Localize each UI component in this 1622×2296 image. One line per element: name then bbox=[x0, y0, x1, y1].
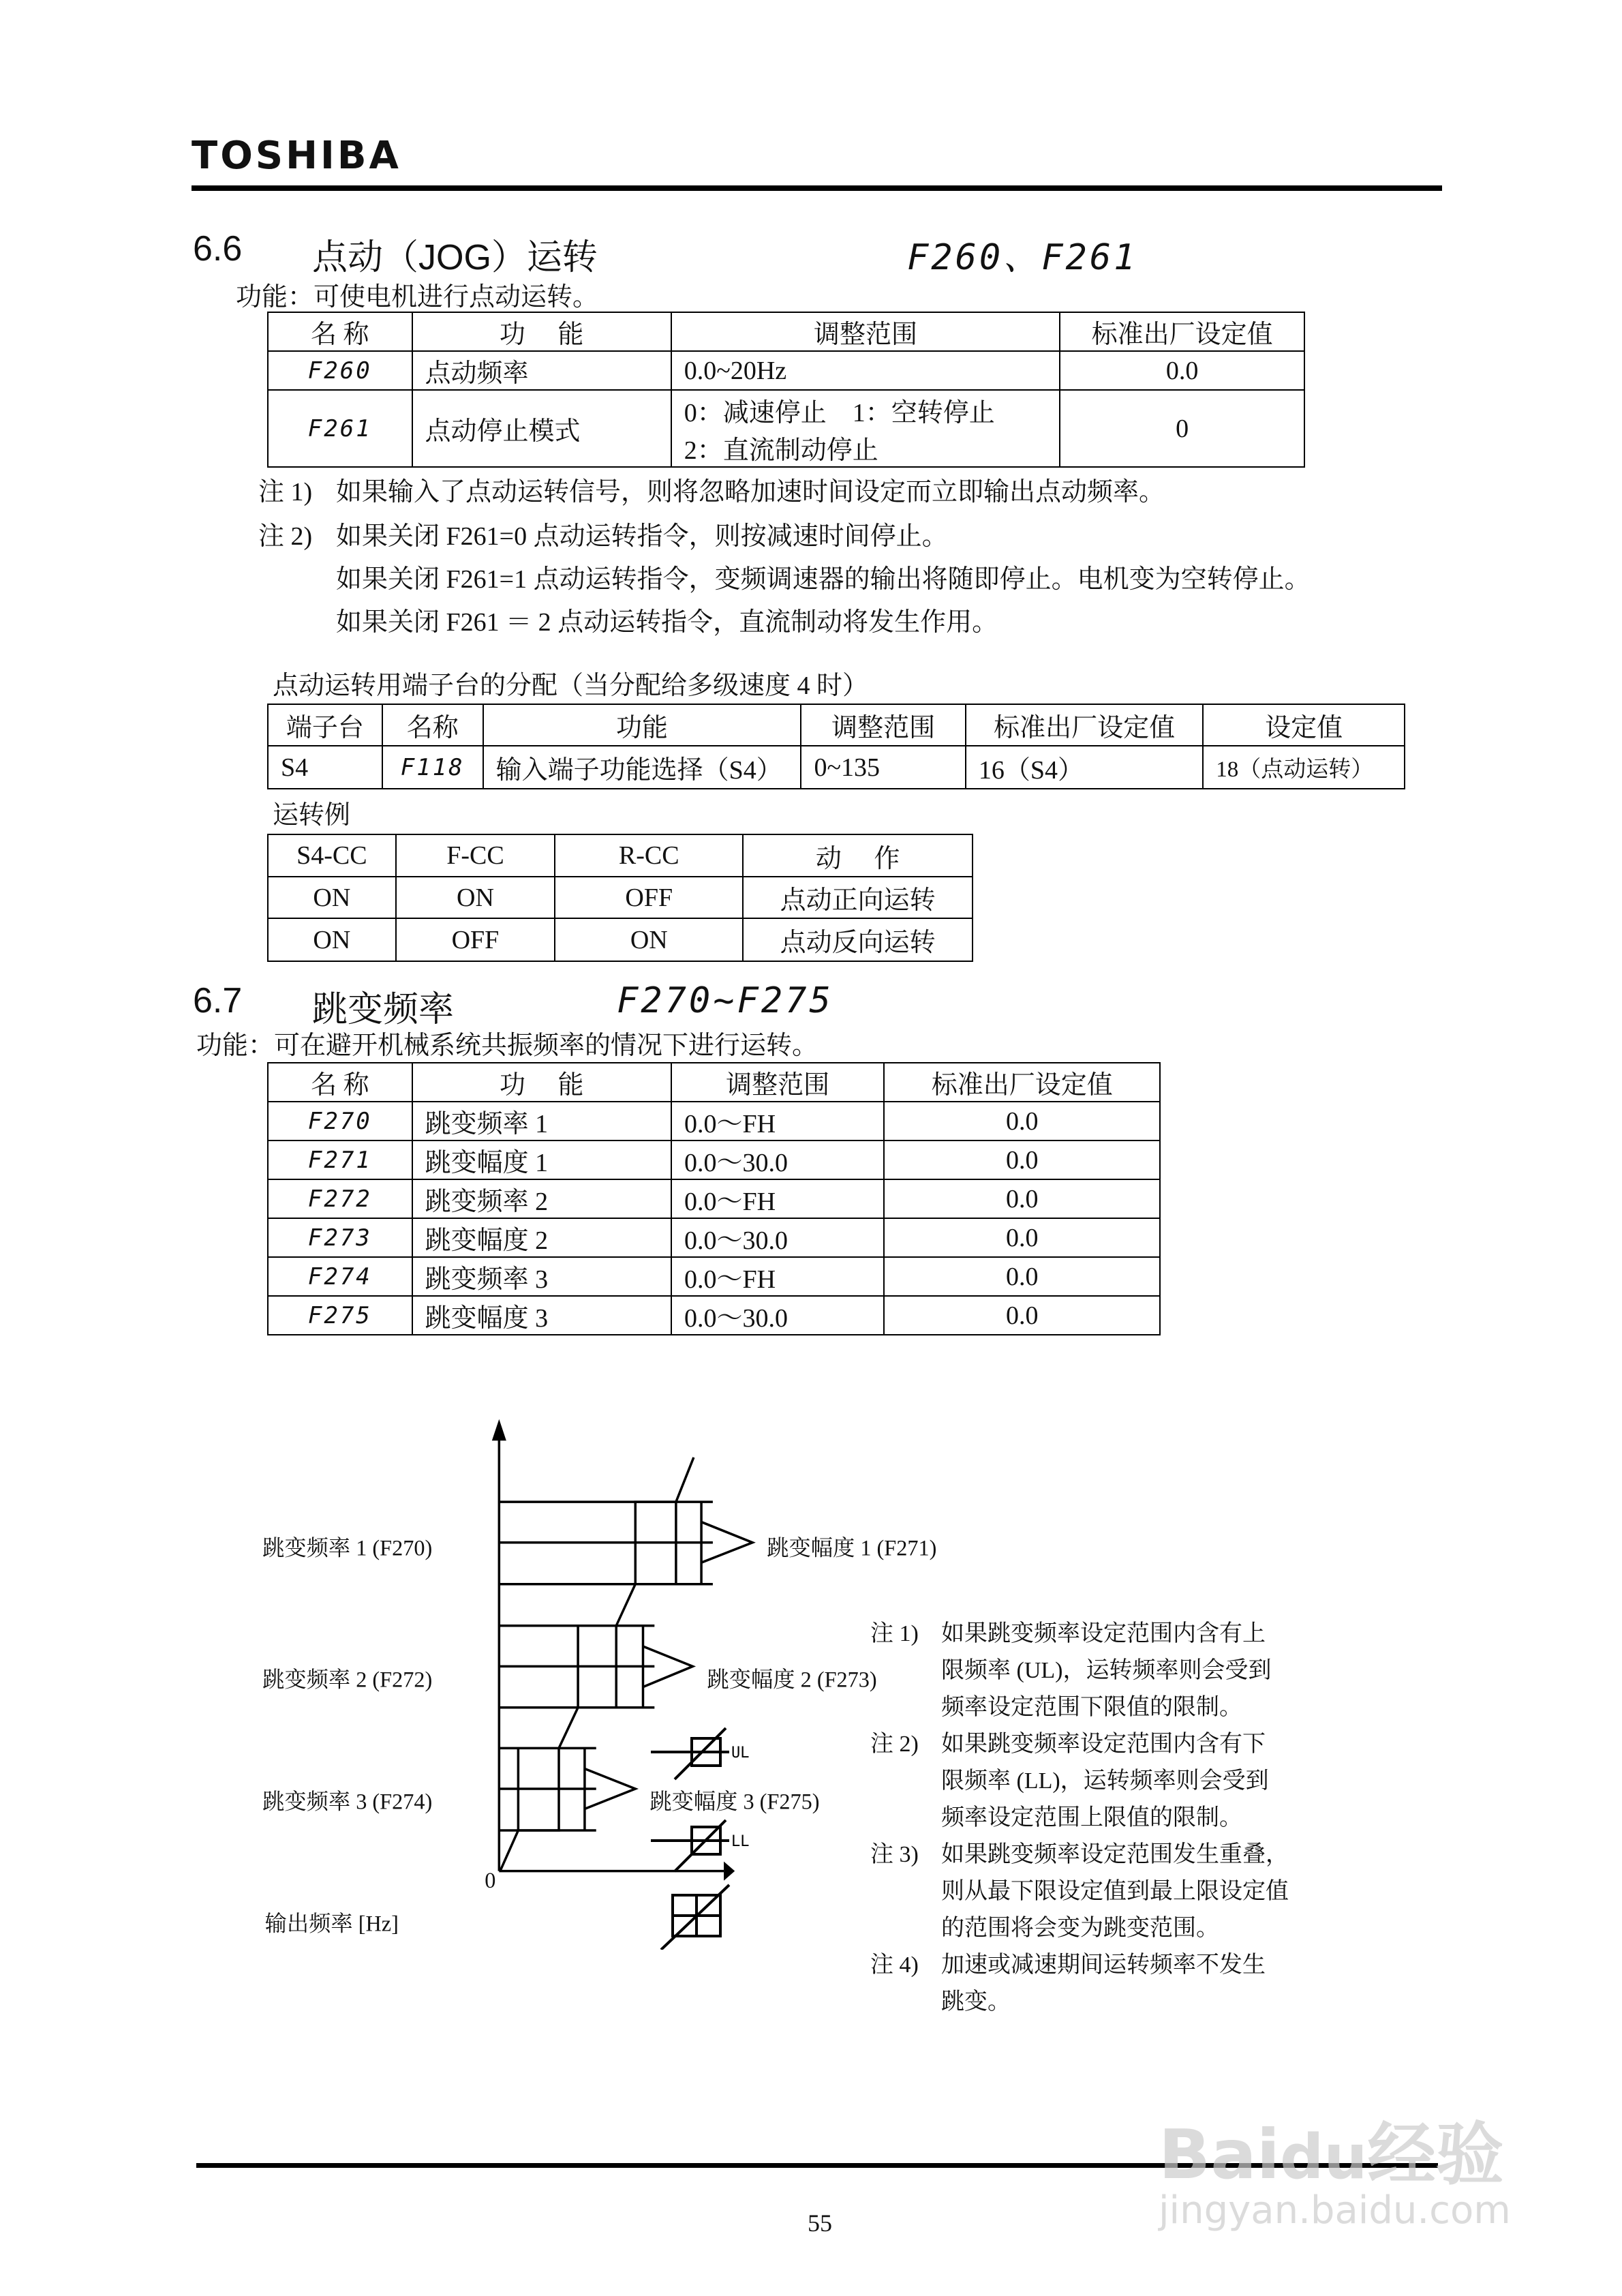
param-default: 0.0 bbox=[884, 1179, 1160, 1218]
header-rule bbox=[192, 185, 1442, 191]
param-func: 跳变频率 2 bbox=[412, 1179, 671, 1218]
param-range: 0.0～30.0 bbox=[671, 1218, 884, 1257]
header-cell: 动 作 bbox=[743, 834, 973, 877]
table-row bbox=[268, 390, 1304, 467]
baidu-watermark-url: jingyan.baidu.com bbox=[1159, 2188, 1511, 2233]
terminal-caption: 点动运转用端子台的分配（当分配给多级速度 4 时） bbox=[273, 671, 869, 700]
param-code: F274 bbox=[268, 1257, 412, 1296]
cell: 16（S4） bbox=[966, 746, 1203, 789]
param-func: 点动频率 bbox=[412, 351, 671, 390]
param-code: F275 bbox=[268, 1296, 412, 1335]
section-title: 跳变频率 bbox=[312, 990, 455, 1029]
param-func: 跳变频率 1 bbox=[412, 1102, 671, 1141]
ul-limit-icon bbox=[651, 1728, 729, 1779]
example-label: 运转例 bbox=[273, 801, 351, 830]
note-line: 频率设定范围下限值的限制。 bbox=[941, 1695, 1242, 1720]
y-axis-arrow bbox=[492, 1419, 506, 1441]
freq-label: 跳变频率 2 (F272) bbox=[262, 1667, 433, 1692]
width-label: 跳变幅度 1 (F271) bbox=[767, 1535, 937, 1560]
note-label: 注 2) bbox=[258, 522, 313, 551]
table-row bbox=[268, 1257, 1160, 1296]
header-cell: 功 能 bbox=[412, 1063, 671, 1102]
param-range: 0.0～30.0 bbox=[671, 1141, 884, 1179]
cell: ON bbox=[268, 877, 396, 918]
table-row bbox=[268, 877, 973, 918]
note-line: 限频率 (UL)，运转频率则会受到 bbox=[941, 1658, 1272, 1683]
table-row bbox=[268, 351, 1304, 390]
cell: OFF bbox=[555, 877, 743, 918]
cell: ON bbox=[555, 918, 743, 961]
cell: 0~135 bbox=[801, 746, 965, 789]
note-label: 注 1) bbox=[258, 478, 313, 507]
table-row bbox=[268, 746, 1405, 789]
note-text: 如果关闭 F261 ＝ 2 点动运转指令，直流制动将发生作用。 bbox=[336, 608, 998, 637]
cell: ON bbox=[396, 877, 555, 918]
param-code: F261 bbox=[268, 390, 412, 467]
cell: 输入端子功能选择（S4） bbox=[483, 746, 801, 789]
origin-label: 0 bbox=[485, 1868, 496, 1893]
param-func: 跳变频率 3 bbox=[412, 1257, 671, 1296]
cell: S4 bbox=[268, 746, 382, 789]
cell: 点动正向运转 bbox=[743, 877, 973, 918]
note-line: 加速或减速期间运转频率不发生 bbox=[941, 1952, 1266, 1978]
header-cell: 功 能 bbox=[412, 312, 671, 351]
param-code: F270 bbox=[268, 1102, 412, 1141]
note-line: 则从最下限设定值到最上限设定值 bbox=[941, 1879, 1289, 1904]
note-label: 注 2) bbox=[870, 1732, 919, 1757]
cell: F118 bbox=[382, 746, 483, 789]
param-default: 0.0 bbox=[884, 1102, 1160, 1141]
section-number: 6.7 bbox=[193, 981, 243, 1021]
cell: OFF bbox=[396, 918, 555, 961]
param-range: 0.0~20Hz bbox=[671, 351, 1060, 390]
section-number: 6.6 bbox=[193, 229, 243, 269]
header-cell: 标准出厂设定值 bbox=[884, 1063, 1160, 1102]
header-cell: 设定值 bbox=[1203, 704, 1405, 746]
param-code: F271 bbox=[268, 1141, 412, 1179]
note-line: 限频率 (LL)，运转频率则会受到 bbox=[941, 1768, 1269, 1794]
terminal-table bbox=[267, 704, 1405, 789]
param-range: 0.0～FH bbox=[671, 1102, 884, 1141]
note-label: 注 3) bbox=[870, 1842, 919, 1867]
baidu-watermark: Baidu经验 bbox=[1159, 2115, 1504, 2194]
param-default: 0.0 bbox=[884, 1218, 1160, 1257]
param-default: 0.0 bbox=[884, 1141, 1160, 1179]
ul-label: UL bbox=[731, 1744, 750, 1762]
param-code: F260 bbox=[268, 351, 412, 390]
header-cell: 名 称 bbox=[268, 1063, 412, 1102]
table-row bbox=[268, 1218, 1160, 1257]
header-cell: 端子台 bbox=[268, 704, 382, 746]
note-line: 频率设定范围上限值的限制。 bbox=[941, 1805, 1242, 1830]
cell: 18（点动运转） bbox=[1203, 746, 1405, 789]
header-cell: 标准出厂设定值 bbox=[966, 704, 1203, 746]
param-default: 0.0 bbox=[1060, 351, 1304, 390]
function-desc: 功能：可使电机进行点动运转。 bbox=[236, 283, 599, 312]
cell: 点动反向运转 bbox=[743, 918, 973, 961]
param-range bbox=[671, 390, 1060, 467]
section-codes: F270~F275 bbox=[617, 980, 833, 1021]
note-label: 注 1) bbox=[870, 1621, 919, 1646]
header-cell: 调整范围 bbox=[801, 704, 965, 746]
example-table bbox=[267, 834, 973, 962]
jump-frequency-diagram bbox=[239, 1350, 988, 1967]
freq-label: 跳变频率 1 (F270) bbox=[262, 1535, 433, 1560]
width-label: 跳变幅度 2 (F273) bbox=[707, 1667, 877, 1692]
freq-label: 跳变频率 3 (F274) bbox=[262, 1789, 433, 1814]
param-table-jump bbox=[267, 1062, 1161, 1335]
header-cell: F-CC bbox=[396, 834, 555, 877]
function-desc: 功能：可在避开机械系统共振频率的情况下进行运转。 bbox=[196, 1031, 818, 1060]
param-func: 跳变幅度 3 bbox=[412, 1296, 671, 1335]
header-cell: 功能 bbox=[483, 704, 801, 746]
cell: ON bbox=[268, 918, 396, 961]
note-text: 如果关闭 F261=0 点动运转指令，则按减速时间停止。 bbox=[336, 522, 948, 551]
header-cell: 名 称 bbox=[268, 312, 412, 351]
param-code: F272 bbox=[268, 1179, 412, 1218]
limit-icons bbox=[651, 1725, 774, 1950]
range-line: 0：减速停止 1：空转停止 bbox=[684, 398, 995, 427]
param-table-jog bbox=[267, 312, 1305, 468]
param-default: 0.0 bbox=[884, 1296, 1160, 1335]
header-cell: S4-CC bbox=[268, 834, 396, 877]
header-cell: 名称 bbox=[382, 704, 483, 746]
param-range: 0.0～FH bbox=[671, 1179, 884, 1218]
param-func: 跳变幅度 2 bbox=[412, 1218, 671, 1257]
param-default: 0.0 bbox=[884, 1257, 1160, 1296]
ll-limit-icon bbox=[651, 1820, 729, 1871]
overlap-icon bbox=[661, 1885, 729, 1950]
header-cell: R-CC bbox=[555, 834, 743, 877]
section-codes: F260、F261 bbox=[907, 237, 1138, 278]
page-number: 55 bbox=[808, 2209, 832, 2237]
table-row bbox=[268, 1141, 1160, 1179]
table-row bbox=[268, 1102, 1160, 1141]
param-range: 0.0～FH bbox=[671, 1257, 884, 1296]
header-cell: 调整范围 bbox=[671, 312, 1060, 351]
section-title: 点动（JOG）运转 bbox=[312, 238, 598, 277]
param-default: 0 bbox=[1060, 390, 1304, 467]
note-text: 如果关闭 F261=1 点动运转指令，变频调速器的输出将随即停止。电机变为空转停止。 bbox=[336, 565, 1311, 594]
toshiba-logo: TOSHIBA bbox=[192, 134, 401, 178]
note-line: 如果跳变频率设定范围内含有下 bbox=[941, 1732, 1266, 1757]
table-row bbox=[268, 918, 973, 961]
param-range: 0.0～30.0 bbox=[671, 1296, 884, 1335]
range-line: 2：直流制动停止 bbox=[684, 436, 878, 465]
note-line: 如果跳变频率设定范围内含有上 bbox=[941, 1621, 1266, 1646]
note-label: 注 4) bbox=[870, 1952, 919, 1978]
header-cell: 调整范围 bbox=[671, 1063, 884, 1102]
table-row bbox=[268, 1179, 1160, 1218]
param-code: F273 bbox=[268, 1218, 412, 1257]
note-line: 如果跳变频率设定范围发生重叠， bbox=[941, 1842, 1289, 1867]
note-line: 的范围将会变为跳变范围。 bbox=[941, 1916, 1219, 1941]
note-text: 如果输入了点动运转信号，则将忽略加速时间设定而立即输出点动频率。 bbox=[336, 478, 1165, 507]
param-func: 跳变幅度 1 bbox=[412, 1141, 671, 1179]
width-label: 跳变幅度 3 (F275) bbox=[649, 1789, 820, 1814]
table-row bbox=[268, 1296, 1160, 1335]
y-axis-label: 输出频率 [Hz] bbox=[264, 1911, 399, 1936]
note-line: 跳变。 bbox=[941, 1989, 1011, 2014]
header-cell: 标准出厂设定值 bbox=[1060, 312, 1304, 351]
param-func: 点动停止模式 bbox=[412, 390, 671, 467]
ll-label: LL bbox=[731, 1833, 750, 1850]
